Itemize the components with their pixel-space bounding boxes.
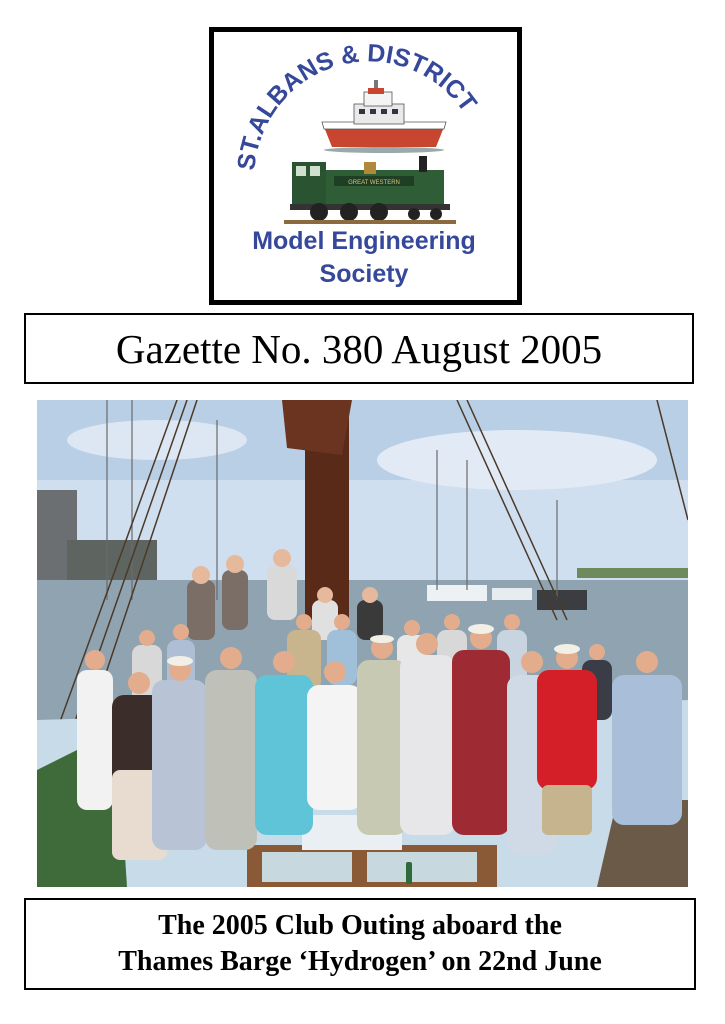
logo-arc-text: ST.ALBANS & DISTRICT xyxy=(232,39,483,172)
group-photo xyxy=(37,400,688,887)
photo-caption xyxy=(24,898,696,990)
gazette-title: Gazette No. 380 August 2005 xyxy=(115,325,603,372)
caption-line-1: The 2005 Club Outing aboard the xyxy=(158,910,562,941)
tug-boat-illustration xyxy=(322,80,446,153)
caption-line-2: Thames Barge ‘Hydrogen’ on 22nd June xyxy=(118,946,602,977)
society-logo xyxy=(209,27,522,305)
locomotive-lettering: GREAT WESTERN xyxy=(348,180,400,186)
locomotive-illustration xyxy=(284,156,456,224)
logo-line-1: Model Engineering xyxy=(252,227,476,255)
logo-line-2: Society xyxy=(319,260,409,288)
gazette-title-box xyxy=(24,313,694,384)
